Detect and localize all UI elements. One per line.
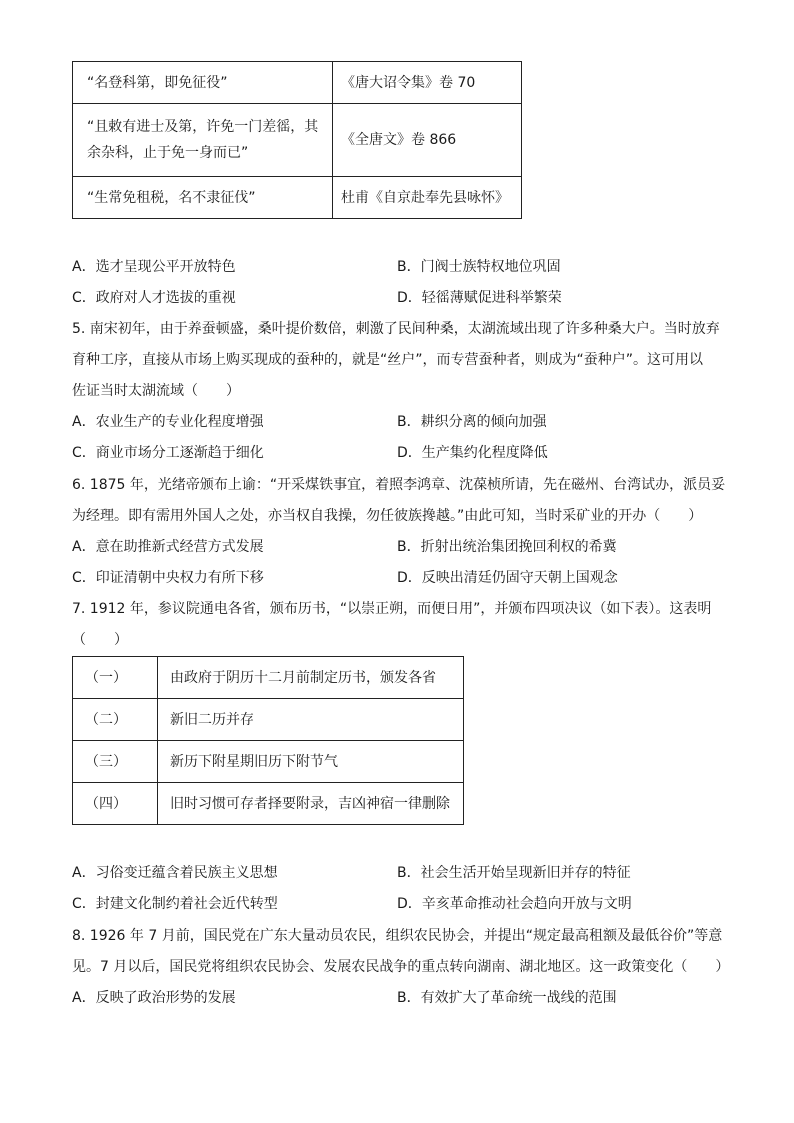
q4-option-a[interactable]: A．选才呈现公平开放特色 xyxy=(72,259,236,275)
table-cell-source: 《全唐文》卷 866 xyxy=(333,104,522,177)
q4-option-d[interactable]: D．轻徭薄赋促进科举繁荣 xyxy=(397,290,562,306)
table-cell-quote xyxy=(73,104,333,177)
quote-line: “且敕有进士及第，许免一门差徭，其 xyxy=(87,119,319,135)
table-row xyxy=(73,657,464,699)
table-cell-quote: “名登科第，即免征役” xyxy=(73,62,333,104)
q6-option-c[interactable]: C．印证清朝中央权力有所下移 xyxy=(72,570,264,586)
table-cell-source: 杜甫《自京赴奉先县咏怀》 xyxy=(333,177,522,219)
q5-stem-line: 5. 南宋初年，由于养蚕顿盛，桑叶提价数倍，刺激了民间种桑，太湖流域出现了许多种桑大户。当时放弃 xyxy=(72,321,720,337)
table-cell-number: （四） xyxy=(73,783,158,825)
q8-stem-line: 8. 1926 年 7 月前，国民党在广东大量动员农民，组织农民协会，并提出“规定最高租额及最低谷价”等意 xyxy=(72,928,723,944)
table-row xyxy=(73,699,464,741)
q5-stem-line: 佐证当时太湖流域（ ） xyxy=(72,383,240,399)
table-cell-number: （三） xyxy=(73,741,158,783)
resolution-table xyxy=(72,656,464,825)
q8-stem-line: 见。7 月以后，国民党将组织农民协会、发展农民战争的重点转向湖南、湖北地区。这一政策变化（ ） xyxy=(72,959,730,975)
q6-stem-line: 6. 1875 年，光绪帝颁布上谕：“开采煤铁事宜，着照李鸿章、沈葆桢所请，先在磁州、台湾试办，派员妥 xyxy=(72,477,726,493)
q5-option-c[interactable]: C．商业市场分工逐渐趋于细化 xyxy=(72,445,264,461)
q6-option-d[interactable]: D．反映出清廷仍固守天朝上国观念 xyxy=(397,570,618,586)
q8-option-b[interactable]: B．有效扩大了革命统一战线的范围 xyxy=(397,990,617,1006)
table-cell-text: 新历下附星期旧历下附节气 xyxy=(158,741,464,783)
q6-option-b[interactable]: B．折射出统治集团挽回利权的希冀 xyxy=(397,539,617,555)
q5-option-a[interactable]: A．农业生产的专业化程度增强 xyxy=(72,414,264,430)
q7-option-a[interactable]: A．习俗变迁蕴含着民族主义思想 xyxy=(72,865,278,881)
q5-option-b[interactable]: B．耕织分离的倾向加强 xyxy=(397,414,547,430)
q7-option-d[interactable]: D．辛亥革命推动社会趋向开放与文明 xyxy=(397,896,632,912)
table-cell-text: 新旧二历并存 xyxy=(158,699,464,741)
q4-option-b[interactable]: B．门阀士族特权地位巩固 xyxy=(397,259,561,275)
table-row xyxy=(73,177,522,219)
source-table xyxy=(72,61,522,219)
q8-option-a[interactable]: A．反映了政治形势的发展 xyxy=(72,990,236,1006)
quote-line: 余杂科，止于免一身而已” xyxy=(87,145,249,161)
q4-option-c[interactable]: C．政府对人才选拔的重视 xyxy=(72,290,236,306)
table-row xyxy=(73,783,464,825)
q7-option-c[interactable]: C．封建文化制约着社会近代转型 xyxy=(72,896,278,912)
table-cell-source: 《唐大诏令集》卷 70 xyxy=(333,62,522,104)
table-row xyxy=(73,104,522,177)
q5-option-d[interactable]: D．生产集约化程度降低 xyxy=(397,445,548,461)
table-row xyxy=(73,741,464,783)
table-row xyxy=(73,62,522,104)
q6-stem-line: 为经理。即有需用外国人之处，亦当权自我操，勿任彼族搀越。”由此可知，当时采矿业的开办（ ） xyxy=(72,508,703,524)
table-cell-quote: “生常免租税，名不隶征伐” xyxy=(73,177,333,219)
q6-option-a[interactable]: A．意在助推新式经营方式发展 xyxy=(72,539,264,555)
table-cell-number: （一） xyxy=(73,657,158,699)
table-cell-text: 旧时习惯可存者择要附录，吉凶神宿一律删除 xyxy=(158,783,464,825)
table-cell-text: 由政府于阴历十二月前制定历书，颁发各省 xyxy=(158,657,464,699)
q7-stem-line: （ ） xyxy=(72,632,128,648)
q7-stem-line: 7. 1912 年，参议院通电各省，颁布历书，“以崇正朔，而便日用”，并颁布四项决议（如下表）。这表明 xyxy=(72,601,712,617)
table-cell-number: （二） xyxy=(73,699,158,741)
q5-stem-line: 育种工序，直接从市场上购买现成的蚕种的，就是“丝户”，而专营蚕种者，则成为“蚕种户”。这可用以 xyxy=(72,352,704,368)
q7-option-b[interactable]: B．社会生活开始呈现新旧并存的特征 xyxy=(397,865,631,881)
